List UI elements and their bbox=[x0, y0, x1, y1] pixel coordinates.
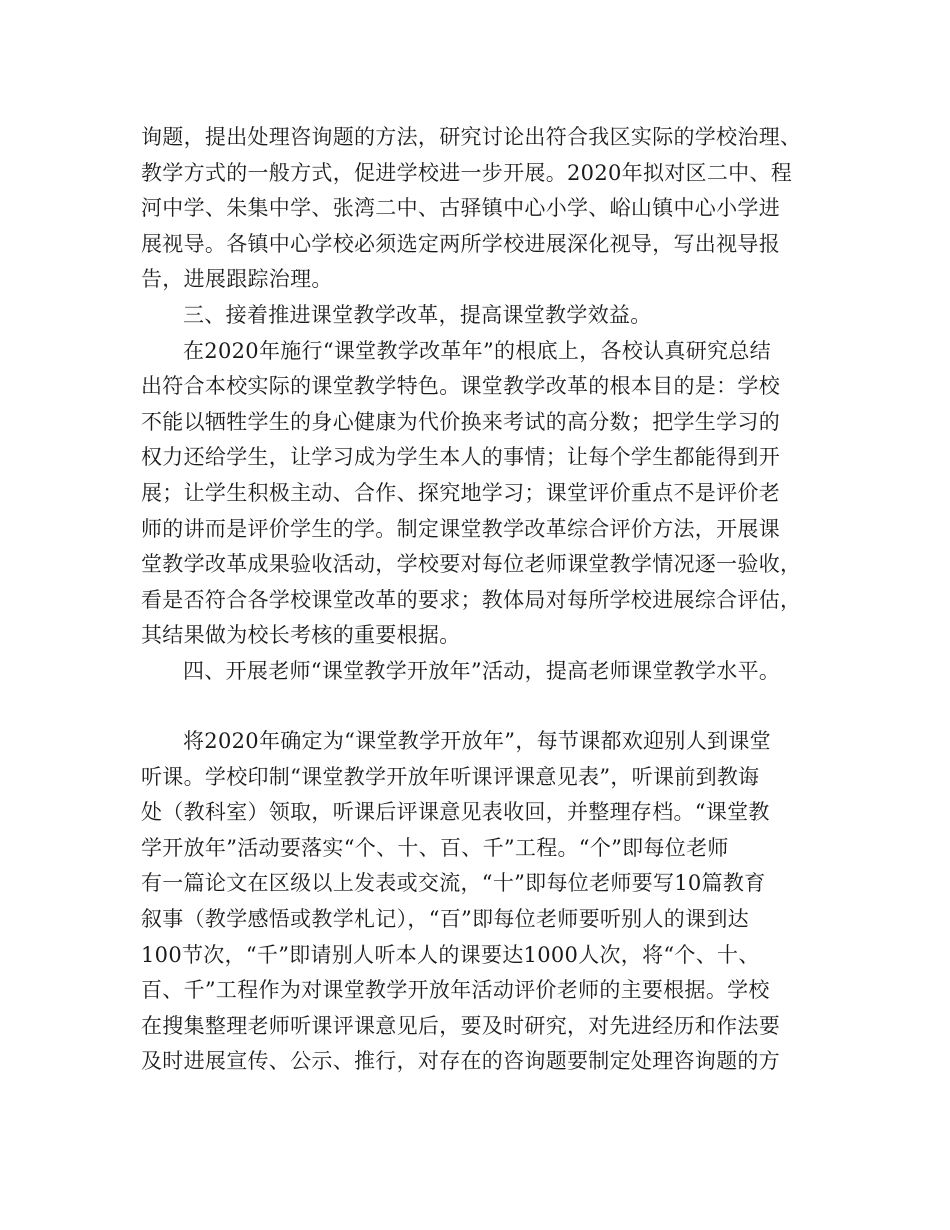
text-line: 有一篇论文在区级以上发表或交流，“十”即每位老师要写10篇教育 bbox=[141, 871, 766, 896]
text-line: 百、千”工程作为对课堂教学开放年活动评价老师的主要根据。学校 bbox=[141, 978, 770, 1003]
text-line: 在搜集整理老师听课评课意见后，要及时研究，对先进经历和作法要 bbox=[141, 1013, 780, 1038]
text-line: 叙事（教学感悟或教学札记），“百”即每位老师要听别人的课到达 bbox=[141, 906, 749, 931]
text-line: 将2020年确定为“课堂教学开放年”，每节课都欢迎别人到课堂 bbox=[183, 729, 771, 753]
text-line: 展；让学生积极主动、合作、探究地学习；课堂评价重点不是评价老 bbox=[141, 480, 780, 505]
text-line: 河中学、朱集中学、张湾二中、古驿镇中心小学、峪山镇中心小学进 bbox=[141, 196, 780, 221]
text-line: 三、接着推进课堂教学改革，提高课堂教学效益。 bbox=[183, 302, 652, 327]
text-line: 四、开展老师“课堂教学开放年”活动，提高老师课堂教学水平。 bbox=[183, 658, 781, 683]
text-line: 学开放年”活动要落实“个、十、百、千”工程。“个”即每位老师 bbox=[141, 835, 729, 860]
text-line: 出符合本校实际的课堂教学特色。课堂教学改革的根本目的是：学校 bbox=[141, 374, 780, 399]
text-line: 告，进展跟踪治理。 bbox=[141, 267, 333, 292]
paragraph-block-upper bbox=[141, 120, 821, 690]
text-line: 及时进展宣传、公示、推行，对存在的咨询题要制定处理咨询题的方 bbox=[141, 1049, 780, 1074]
text-line: 其结果做为校长考核的重要根据。 bbox=[141, 623, 461, 648]
text-line: 询题，提出处理咨询题的方法，研究讨论出符合我区实际的学校治理、 bbox=[141, 125, 802, 149]
text-line: 听课。学校印制“课堂教学开放年听课评课意见表”，听课前到教诲 bbox=[141, 764, 760, 789]
text-line: 在2020年施行“课堂教学改革年”的根底上，各校认真研究总结 bbox=[183, 338, 771, 363]
text-line: 教学方式的一般方式，促进学校进一步开展。2020年拟对区二中、程 bbox=[141, 160, 793, 185]
text-line: 堂教学改革成果验收活动，学校要对每位老师课堂教学情况逐一验收， bbox=[141, 552, 802, 577]
paragraph-block-lower bbox=[141, 724, 821, 1080]
text-line: 100节次，“千”即请别人听本人的课要达1000人次，将“个、十、 bbox=[141, 942, 760, 967]
text-line: 师的讲而是评价学生的学。制定课堂教学改革综合评价方法，开展课 bbox=[141, 516, 780, 541]
text-line: 处（教科室）领取，听课后评课意见表收回，并整理存档。“课堂教 bbox=[141, 800, 770, 825]
text-line: 展视导。各镇中心学校必须选定两所学校进展深化视导，写出视导报 bbox=[141, 231, 780, 256]
text-line: 权力还给学生，让学习成为学生本人的事情；让每个学生都能得到开 bbox=[141, 445, 780, 470]
text-line: 不能以牺牲学生的身心健康为代价换来考试的高分数；把学生学习的 bbox=[141, 409, 780, 434]
text-line: 看是否符合各学校课堂改革的要求；教体局对每所学校进展综合评估， bbox=[141, 587, 802, 612]
